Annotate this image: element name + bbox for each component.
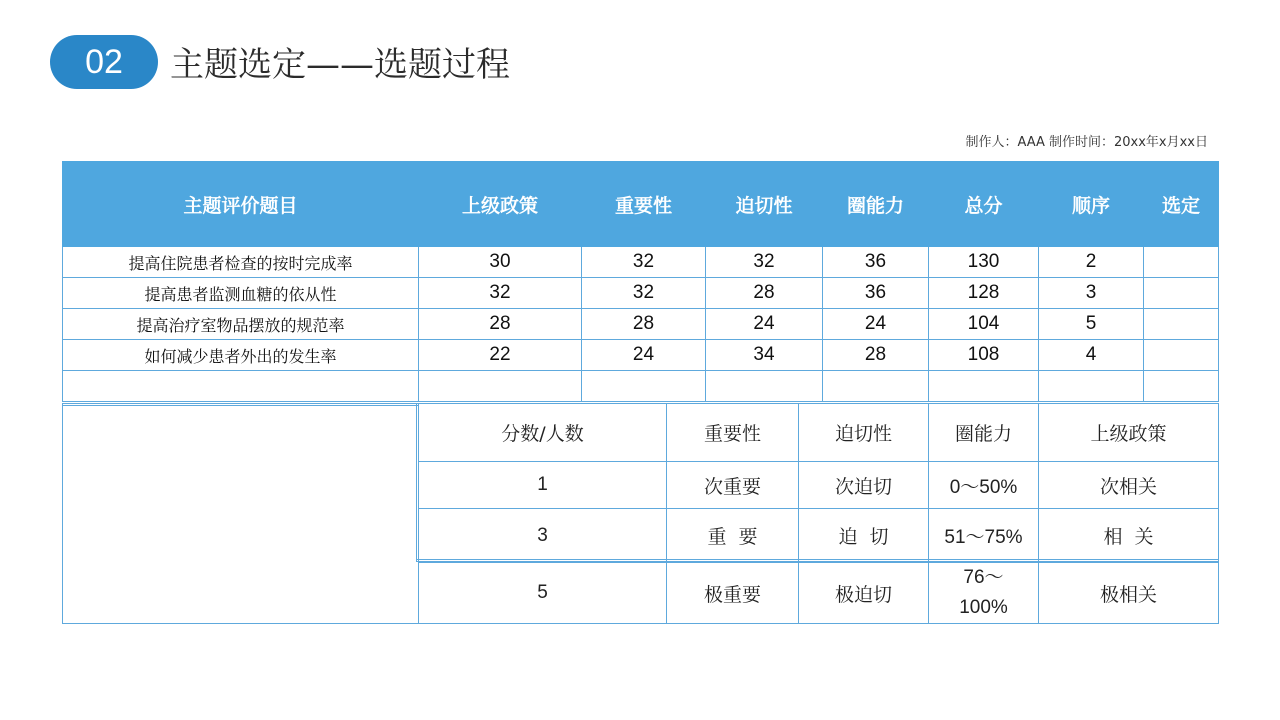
- header-policy: 上级政策: [419, 162, 582, 247]
- cell-topic: 如何减少患者外出的发生率: [63, 340, 419, 371]
- table-row-empty: [63, 371, 1219, 402]
- table-row: [63, 309, 1219, 340]
- criteria-header-policy: 上级政策: [1039, 404, 1219, 462]
- cell-policy: 28: [419, 309, 582, 340]
- cell-total: 108: [929, 340, 1039, 371]
- header-urgency: 迫切性: [706, 162, 823, 247]
- cell-empty: [823, 371, 929, 402]
- header-importance: 重要性: [582, 162, 706, 247]
- cell-empty: [929, 371, 1039, 402]
- header-order: 顺序: [1039, 162, 1144, 247]
- cell-order: 5: [1039, 309, 1144, 340]
- cell-order: 3: [1039, 278, 1144, 309]
- cell-total: 128: [929, 278, 1039, 309]
- header-capability: 圈能力: [823, 162, 929, 247]
- cell-capability: 24: [823, 309, 929, 340]
- criteria-score: 3: [419, 509, 667, 563]
- cell-selected: [1144, 309, 1219, 340]
- cell-total: 104: [929, 309, 1039, 340]
- criteria-policy: 次相关: [1039, 462, 1219, 509]
- cell-capability: 28: [823, 340, 929, 371]
- cell-order: 4: [1039, 340, 1144, 371]
- table-row: [63, 340, 1219, 371]
- header-total: 总分: [929, 162, 1039, 247]
- criteria-policy: 相 关: [1039, 509, 1219, 563]
- criteria-capability: 51～75%: [929, 509, 1039, 563]
- cell-capability: 36: [823, 247, 929, 278]
- criteria-policy: 极相关: [1039, 563, 1219, 624]
- criteria-header-row: [63, 404, 1219, 462]
- cell-importance: 24: [582, 340, 706, 371]
- cell-order: 2: [1039, 247, 1144, 278]
- criteria-urgency: 极迫切: [799, 563, 929, 624]
- page-title: 主题选定——选题过程: [170, 45, 510, 85]
- header-topic: 主题评价题目: [63, 162, 419, 247]
- cell-capability: 36: [823, 278, 929, 309]
- double-border-top: [62, 403, 418, 408]
- author-date-line: 制作人：AAA 制作时间：20xx年x月xx日: [965, 135, 1208, 150]
- cell-topic: 提高患者监测血糖的依从性: [63, 278, 419, 309]
- cell-policy: 32: [419, 278, 582, 309]
- criteria-importance: 重 要: [667, 509, 799, 563]
- criteria-score: 5: [419, 563, 667, 624]
- criteria-header-capability: 圈能力: [929, 404, 1039, 462]
- criteria-header-urgency: 迫切性: [799, 404, 929, 462]
- header-selected: 选定: [1144, 162, 1219, 247]
- double-border-left: [416, 403, 421, 561]
- table-header-row: [63, 162, 1219, 247]
- cell-empty: [1144, 371, 1219, 402]
- scoring-criteria-table: [62, 403, 1219, 624]
- cell-policy: 30: [419, 247, 582, 278]
- cell-selected: [1144, 247, 1219, 278]
- cell-importance: 28: [582, 309, 706, 340]
- topic-evaluation-table: [62, 161, 1219, 402]
- criteria-importance: 极重要: [667, 563, 799, 624]
- criteria-importance: 次重要: [667, 462, 799, 509]
- cell-empty: [419, 371, 582, 402]
- criteria-capability: 76～100%: [929, 563, 1039, 624]
- cell-empty: [63, 371, 419, 402]
- cell-urgency: 32: [706, 247, 823, 278]
- cell-urgency: 24: [706, 309, 823, 340]
- cell-importance: 32: [582, 247, 706, 278]
- cell-topic: 提高住院患者检查的按时完成率: [63, 247, 419, 278]
- cell-empty: [706, 371, 823, 402]
- cell-topic: 提高治疗室物品摆放的规范率: [63, 309, 419, 340]
- cell-blank: [63, 404, 419, 624]
- cell-importance: 32: [582, 278, 706, 309]
- criteria-urgency: 次迫切: [799, 462, 929, 509]
- criteria-capability: 0～50%: [929, 462, 1039, 509]
- table-row: [63, 247, 1219, 278]
- cell-empty: [1039, 371, 1144, 402]
- criteria-header-score: 分数/人数: [419, 404, 667, 462]
- criteria-header-importance: 重要性: [667, 404, 799, 462]
- cell-total: 130: [929, 247, 1039, 278]
- cell-selected: [1144, 340, 1219, 371]
- criteria-urgency: 迫 切: [799, 509, 929, 563]
- cell-urgency: 28: [706, 278, 823, 309]
- cell-policy: 22: [419, 340, 582, 371]
- criteria-score: 1: [419, 462, 667, 509]
- table-row: [63, 278, 1219, 309]
- cell-empty: [582, 371, 706, 402]
- double-border-bottom: [416, 559, 1218, 564]
- cell-selected: [1144, 278, 1219, 309]
- section-number-badge: 02: [50, 35, 158, 89]
- cell-urgency: 34: [706, 340, 823, 371]
